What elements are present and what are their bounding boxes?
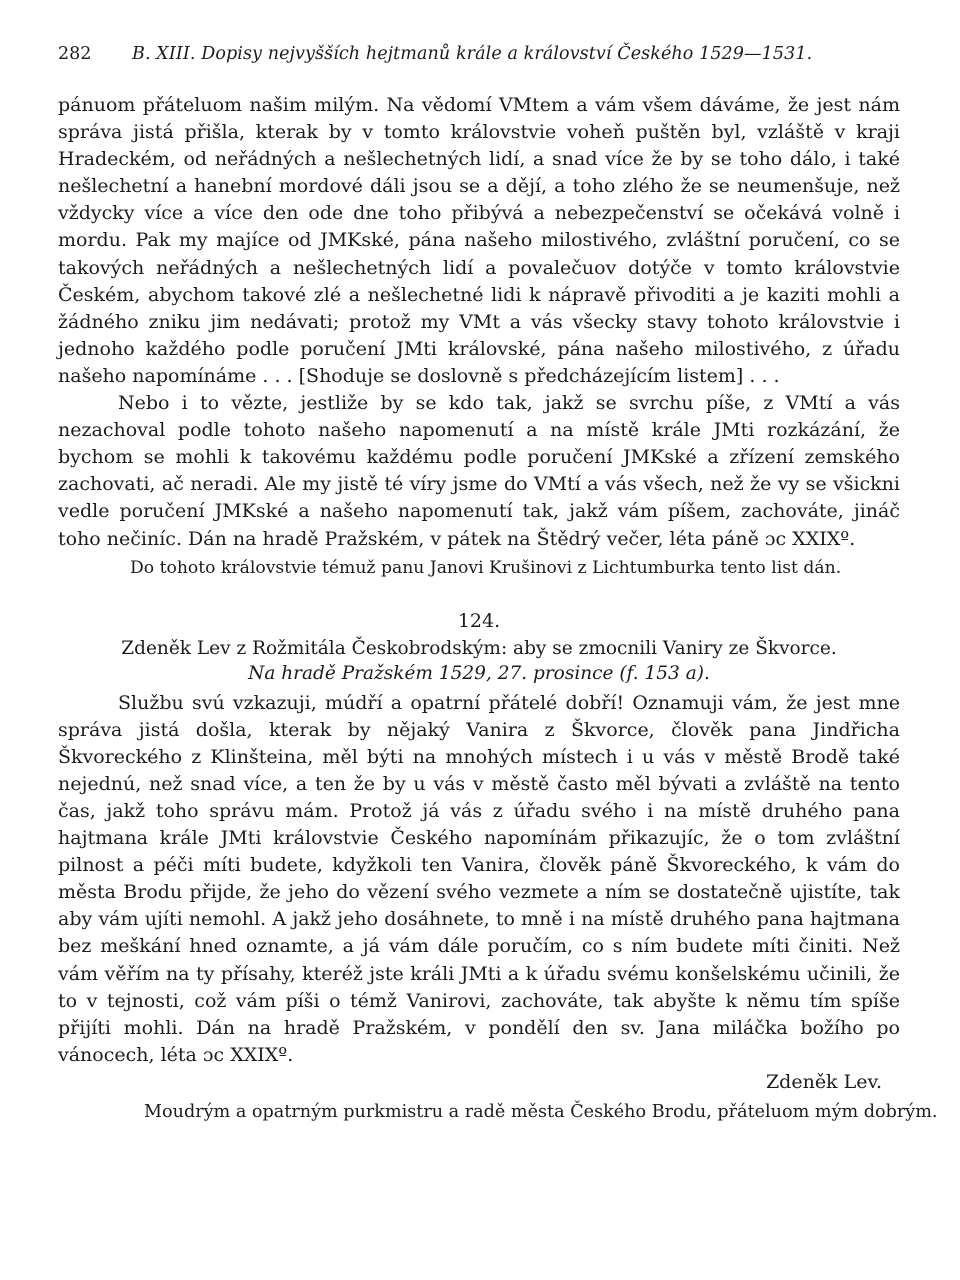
page-number: 282 bbox=[58, 44, 92, 64]
signature-line bbox=[58, 1069, 900, 1096]
letter-124-number: 124. bbox=[457, 609, 501, 632]
letter-123-paragraph-1: pánuom přáteluom našim milým. Na vědomí VMtem a vám všem dáváme, že jest nám správa jistá přišla, kterak by v tomto královstvie voheň puštěn byl, vzláště v kraji Hradeckém, od neřádných a nešlechetných lidí, a snad více že by se toho dálo, i také nešlechetní a hanební mordové dáli jsou se a dějí, a toho zlého že se neumenšuje, než vždycky více a více den ode dne toho přibývá a nebezpečenství se očekává volně i mordu. Pak my majíce od JMKské, pána našeho milostivého, zvláštní poručení, co se takových neřádných a nešlechetných lidí a povalečuov dotýče v tomto královstvie Českém, abychom takové zlé a nešlechetné lidi k nápravě přivoditi a je kaziti mohli a žádného zniku jim nedávati; protož my VMt a vás všecky stavy tohoto královstvie i jednoho každého podle poručení JMti královské, pána našeho milostivého, z úřadu našeho napomínáme . . . [Shoduje se doslovně s předcházejícím listem] . . . bbox=[58, 94, 900, 387]
document-page bbox=[58, 44, 938, 1126]
running-title: B. XIII. Dopisy nejvyšších hejtmanů krále a království Českého 1529—1531. bbox=[132, 44, 813, 64]
letter-124-body: Službu svú vzkazuji, múdří a opatrní přátelé dobří! Oznamuji vám, že jest mne správa jistá došla, kterak by nějaký Vanira z Škvorce, člověk pana Jindřicha Škvoreckého z Klinšteina, měl býti na mnohých místech i u vás v městě Brodě také nejednú, než snad více, a ten že by u vás v městě často měl bývati a zvláště na tento čas, jakž toho správu mám. Protož já vás z úřadu svého i na místě druhého pana hajtmana krále JMti královstvie Českého napomínám přikazujíc, že o tom zvláštní pilnost a péči míti budete, kdyžkoli ten Vanira, člověk páně Škvoreckého, k vám do města Brodu přijde, že jeho do vězení svého vezmete a ním se dostatečně ujistíte, tak aby vám ujíti nemohl. A jakž jeho dosáhnete, to mně i na místě druhého pana hajtmana bez meškání hned oznamte, a já vám dále poručím, co s ním budete míti činiti. Než vám věřím na ty přísahy, kteréž jste králi JMti a k úřadu svému konšelskému učinili, že to v tejnosti, což vám píši o témž Vanirovi, zachováte, tak abyšte k němu tím spíše přijíti mohli. Dán na hradě Pražském, v pondělí den sv. Jana miláčka božího po vánocech, léta ɔc XXIXº. bbox=[58, 691, 900, 1066]
letter-123-paragraph-2: Nebo i to vězte, jestliže by se kdo tak, jakž se svrchu píše, z VMtí a vás nezachoval podle tohoto našeho napomenutí a na místě krále JMti rozkázání, že bychom se mohli k takovému každému podle poručení JMKské a zřízení zemského zachovati, ač neradi. Ale my jistě té víry jsme do VMtí a vás všech, než že vy se všickni vedle poručení JMKské a našeho napomenutí tak, jakž vám píšem, zachováte, jináč toho nečiníc. Dán na hradě Pražském, v pátek na Štědrý večer, léta páně ɔc XXIXº. bbox=[58, 392, 900, 550]
letter-123-address: Do tohoto královstvie témuž panu Janovi Krušinovi z Lichtumburka tento list dán. bbox=[130, 557, 842, 578]
letter-124-title: Zdeněk Lev z Rožmitála Českobrodským: aby se zmocnili Vaniry ze Škvorce. bbox=[121, 637, 837, 659]
letter-124-address: Moudrým a opatrným purkmistru a radě města Českého Brodu, přáteluom mým dobrým. bbox=[144, 1102, 938, 1122]
letter-124-signature: Zdeněk Lev. bbox=[765, 1070, 882, 1093]
page-header bbox=[58, 44, 900, 64]
letter-124-date-line: Na hradě Pražském 1529, 27. prosince (f. 153 a). bbox=[248, 662, 710, 684]
